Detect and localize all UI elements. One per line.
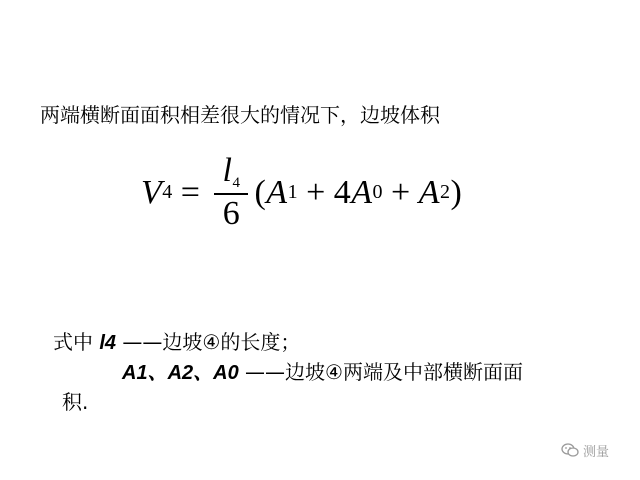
formula-plus-2: +: [391, 173, 411, 211]
definition-line-2: [122, 358, 523, 387]
watermark: [561, 441, 609, 460]
term2-coef: 4: [333, 173, 352, 211]
frac-den: 6: [222, 195, 241, 232]
intro-text: 两端横断面面积相差很大的情况下，边坡体积: [40, 103, 440, 127]
formula-plus-1: +: [306, 173, 326, 211]
wechat-icon: [561, 443, 579, 458]
formula-lhs-sub: 4: [162, 181, 173, 203]
formula-lhs-var: V: [141, 173, 163, 211]
formula-open-paren: (: [254, 173, 267, 211]
term1-sub: 1: [287, 181, 299, 203]
term1-var: A: [266, 173, 288, 211]
formula-equals: =: [180, 173, 201, 211]
frac-num-var: l: [222, 152, 233, 189]
watermark-text: 测量: [583, 445, 610, 460]
def1-text: ——边坡④的长度；: [116, 330, 301, 354]
def2-text: ——边坡④两端及中部横断面面: [238, 360, 523, 384]
def2-symbols: A1、A2、A0: [122, 362, 239, 384]
term2-var: A: [351, 173, 373, 211]
definition-line-3: 积.: [62, 390, 89, 414]
definition-line-1: [53, 328, 300, 357]
formula-fraction: [214, 154, 248, 231]
formula-close-paren: ): [450, 173, 463, 211]
term3-sub: 2: [440, 181, 451, 203]
volume-formula: [141, 154, 462, 231]
def1-prefix: 式中: [53, 330, 100, 354]
def1-symbol: l4: [99, 332, 117, 354]
term2-sub: 0: [372, 181, 384, 203]
frac-num-sub: 4: [232, 175, 241, 191]
term3-var: A: [418, 173, 441, 211]
